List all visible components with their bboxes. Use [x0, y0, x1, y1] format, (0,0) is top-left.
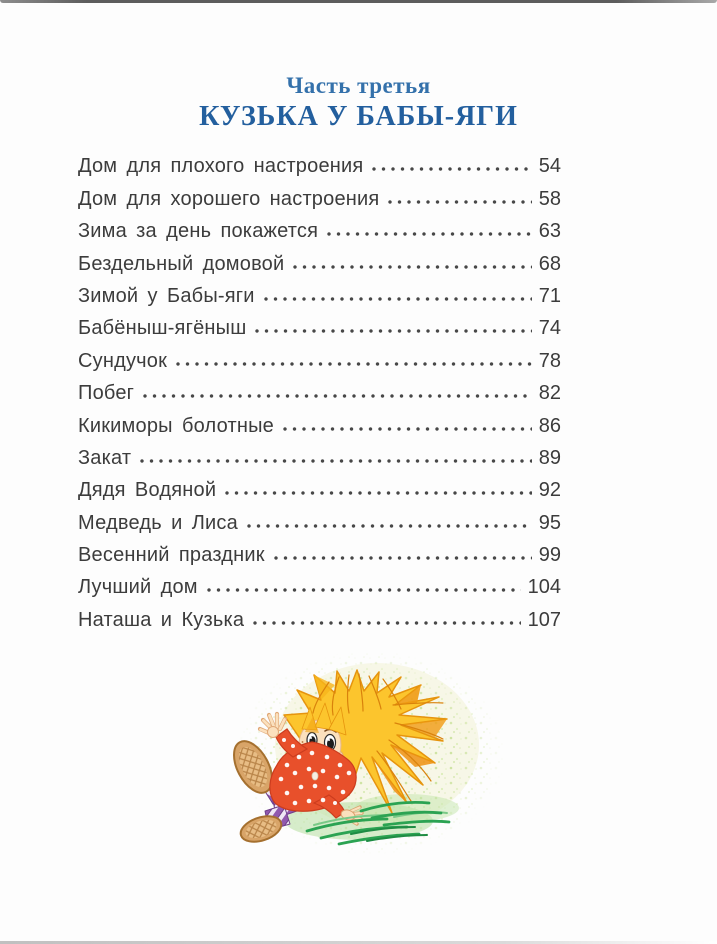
- toc-entry: [78, 341, 561, 373]
- dot-leader: [176, 362, 532, 366]
- toc-entry: [78, 147, 561, 179]
- toc-entry: [78, 600, 561, 632]
- toc-entry-title: Дом для плохого настроения: [78, 155, 364, 178]
- toc-entry: [78, 568, 561, 600]
- toc-entry: [78, 179, 561, 211]
- dot-leader: [283, 427, 532, 431]
- toc-page-number: 71: [538, 284, 561, 307]
- toc-entry-title: Сундучок: [78, 349, 168, 372]
- toc-page-number: 104: [527, 576, 561, 599]
- toc-page-number: 95: [538, 511, 561, 534]
- dot-leader: [264, 297, 532, 301]
- toc-entry-title: Закат: [78, 446, 132, 469]
- toc-page-number: 82: [538, 382, 561, 405]
- toc-page-number: 107: [527, 608, 561, 631]
- dot-leader: [247, 524, 532, 528]
- shirt-button: [312, 772, 318, 780]
- toc-entry-title: Наташа и Кузька: [78, 608, 245, 631]
- toc-entry: [78, 536, 561, 568]
- page-top-edge: [0, 0, 717, 3]
- toc-page-number: 74: [538, 317, 561, 340]
- kuzka-illustration: [209, 645, 509, 855]
- dot-leader: [388, 200, 531, 204]
- toc-page-number: 92: [538, 479, 561, 502]
- dot-leader: [293, 265, 531, 269]
- toc-page-number: 58: [538, 187, 561, 210]
- dot-leader: [140, 459, 532, 463]
- toc-page-number: 89: [538, 446, 561, 469]
- toc-entry-title: Побег: [78, 382, 135, 405]
- section-header: [0, 0, 717, 134]
- dot-leader: [372, 167, 531, 171]
- toc-entry-title: Лучший дом: [78, 576, 198, 599]
- toc-entry: [78, 406, 561, 438]
- toc-entry: [78, 374, 561, 406]
- toc-entry: [78, 439, 561, 471]
- table-of-contents: [0, 147, 717, 633]
- kuzka-illustration-svg: [209, 645, 509, 855]
- toc-entry: [78, 471, 561, 503]
- dot-leader: [207, 588, 521, 592]
- toc-entry-title: Дом для хорошего настроения: [78, 187, 380, 210]
- toc-entry-title: Весенний праздник: [78, 544, 265, 567]
- dot-leader: [327, 232, 532, 236]
- toc-entry-title: Зима за день покажется: [78, 220, 319, 243]
- toc-entry-title: Медведь и Лиса: [78, 511, 238, 534]
- toc-entry-title: Бездельный домовой: [78, 252, 285, 275]
- toc-entry: [78, 244, 561, 276]
- dot-leader: [255, 329, 531, 333]
- page-title: КУЗЬКА У БАБЫ-ЯГИ: [199, 101, 518, 132]
- part-label: Часть третья: [286, 73, 431, 98]
- toc-entry: [78, 212, 561, 244]
- toc-entry-title: Бабёныш-ягёныш: [78, 317, 247, 340]
- toc-page-number: 63: [538, 220, 561, 243]
- toc-page-number: 99: [538, 544, 561, 567]
- toc-entry: [78, 503, 561, 535]
- dot-leader: [253, 621, 520, 625]
- toc-page-number: 68: [538, 252, 561, 275]
- dot-leader: [274, 556, 532, 560]
- toc-entry: [78, 309, 561, 341]
- toc-page-number: 86: [538, 414, 561, 437]
- toc-page-number: 54: [538, 155, 561, 178]
- dot-leader: [143, 394, 532, 398]
- toc-entry-title: Зимой у Бабы-яги: [78, 284, 255, 307]
- toc-entry: [78, 277, 561, 309]
- toc-entry-title: Дядя Водяной: [78, 479, 217, 502]
- toc-page-number: 78: [538, 349, 561, 372]
- toc-entry-title: Кикиморы болотные: [78, 414, 274, 437]
- dot-leader: [225, 491, 532, 495]
